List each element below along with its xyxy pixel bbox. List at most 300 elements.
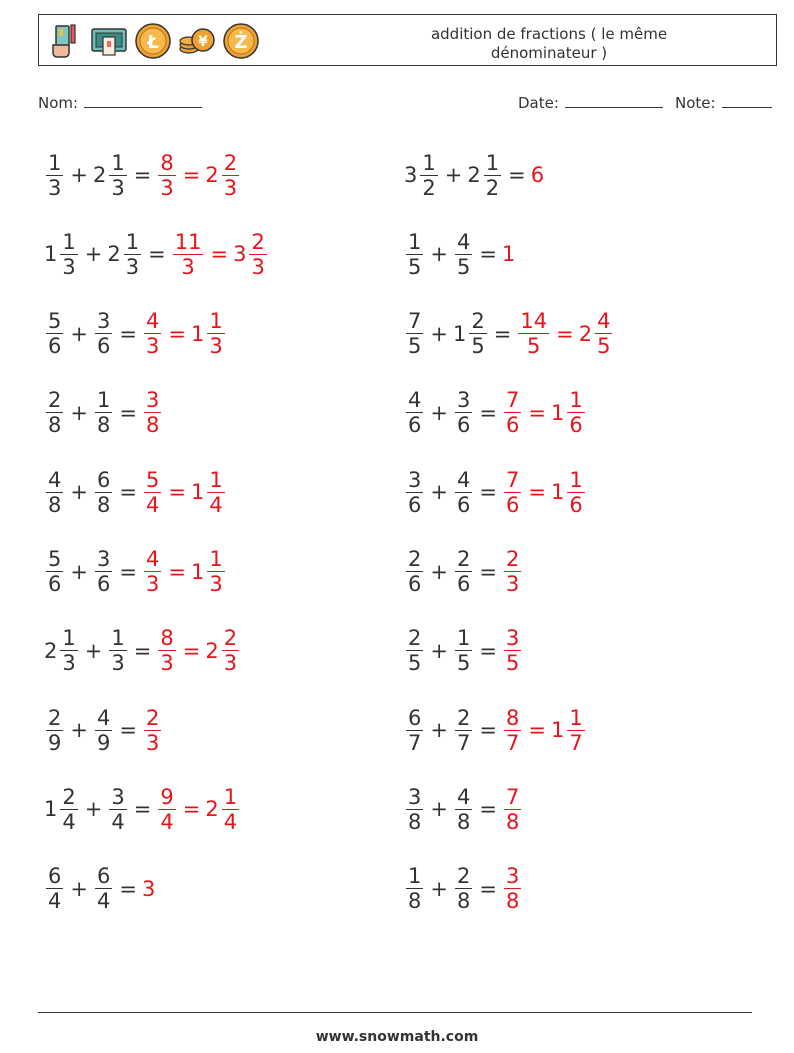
equals-sign: = — [168, 321, 186, 346]
fraction — [222, 626, 239, 675]
problem-row — [44, 779, 241, 839]
fraction — [504, 626, 521, 675]
plus-sign: + — [430, 797, 448, 822]
denominator: 9 — [96, 730, 111, 755]
numerator: 6 — [96, 467, 111, 492]
denominator: 3 — [62, 651, 76, 676]
numerator: 8 — [160, 626, 174, 651]
denominator: 4 — [223, 809, 238, 834]
fraction — [504, 864, 521, 913]
fraction — [60, 230, 77, 279]
fraction — [504, 785, 521, 834]
whole-number: 1 — [550, 718, 565, 743]
numerator: 7 — [505, 784, 520, 809]
denominator: 3 — [125, 254, 140, 279]
denominator: 6 — [408, 572, 422, 596]
denominator: 3 — [209, 334, 223, 359]
answer-value — [502, 626, 523, 675]
fraction — [406, 468, 423, 517]
answer-value — [551, 388, 587, 437]
equals-sign: = — [479, 400, 497, 425]
problem-row — [44, 224, 269, 284]
fraction — [158, 151, 175, 200]
fraction — [455, 468, 472, 517]
equals-sign: = — [508, 163, 526, 187]
plus-sign: + — [430, 876, 448, 901]
whole-number: 1 — [501, 242, 516, 267]
equals-sign: = — [479, 797, 497, 822]
denominator: 5 — [456, 651, 471, 676]
numerator: 6 — [48, 864, 62, 889]
numerator: 9 — [160, 784, 174, 809]
operand — [404, 864, 425, 913]
problem-row — [404, 462, 587, 522]
fraction — [249, 230, 266, 279]
numerator: 1 — [96, 388, 111, 413]
numerator: 1 — [62, 626, 76, 651]
operand — [453, 230, 474, 279]
problem-row — [404, 621, 523, 681]
plus-sign: + — [430, 321, 448, 346]
denominator: 7 — [569, 730, 583, 755]
fraction — [109, 785, 126, 834]
equals-sign: = — [119, 718, 137, 743]
answer-value — [205, 785, 241, 834]
fraction — [518, 309, 549, 358]
numerator: 5 — [48, 309, 62, 334]
equals-sign: = — [119, 559, 137, 584]
svg-text:Ż: Ż — [234, 32, 248, 53]
answer-value — [142, 388, 163, 437]
denominator: 6 — [456, 413, 471, 438]
problem-row — [44, 145, 241, 205]
operand — [44, 309, 65, 358]
note-label: Note: — [675, 94, 716, 112]
numerator: 7 — [505, 388, 520, 413]
operand — [44, 706, 65, 755]
fraction — [207, 547, 224, 596]
denominator: 3 — [251, 254, 265, 279]
denominator: 8 — [456, 889, 471, 914]
whole-number: 3 — [141, 876, 156, 901]
denominator: 6 — [505, 413, 520, 438]
whole-number: 2 — [205, 638, 219, 663]
answer-value — [516, 309, 551, 358]
whole-number: 1 — [44, 242, 58, 267]
whole-number: 1 — [190, 480, 205, 505]
answer-value — [142, 547, 163, 596]
denominator: 5 — [471, 334, 485, 359]
operand — [453, 388, 474, 437]
answer-value — [142, 877, 156, 901]
denominator: 5 — [456, 254, 471, 279]
date-label: Date: — [518, 94, 559, 112]
equals-sign: = — [182, 797, 201, 822]
numerator: 1 — [569, 705, 583, 730]
numerator: 4 — [48, 467, 62, 492]
answer-value — [579, 309, 615, 358]
whole-number: 2 — [205, 163, 219, 187]
answer-value — [191, 547, 227, 596]
denominator: 3 — [181, 254, 195, 279]
answer-value — [531, 163, 545, 187]
numerator: 11 — [174, 229, 202, 254]
whole-number: 3 — [404, 163, 418, 187]
problem-row — [44, 304, 227, 364]
operand — [107, 785, 128, 834]
numerator: 1 — [48, 150, 62, 175]
equals-sign: = — [479, 638, 497, 663]
denominator: 4 — [48, 889, 62, 914]
problem-row — [44, 462, 227, 522]
numerator: 2 — [62, 784, 76, 809]
fraction — [144, 706, 161, 755]
answer-value — [551, 706, 587, 755]
operand — [93, 151, 129, 200]
operand — [404, 785, 425, 834]
numerator: 8 — [505, 705, 520, 730]
numerator: 2 — [48, 388, 62, 413]
whole-number: 1 — [44, 797, 58, 822]
numerator: 1 — [62, 229, 76, 254]
numerator: 4 — [456, 784, 471, 809]
numerator: 2 — [223, 626, 238, 651]
fraction — [144, 388, 161, 437]
problem-row — [404, 779, 523, 839]
answer-value — [191, 468, 227, 517]
fraction — [124, 230, 141, 279]
denominator: 9 — [48, 730, 62, 755]
numerator: 2 — [48, 705, 62, 730]
problem-row — [44, 859, 156, 919]
numerator: 4 — [408, 388, 422, 413]
operand — [404, 230, 425, 279]
equals-sign: = — [133, 797, 152, 822]
fraction — [158, 626, 175, 675]
numerator: 5 — [145, 467, 160, 492]
answer-value — [191, 309, 227, 358]
fraction — [455, 864, 472, 913]
equals-sign: = — [479, 876, 497, 901]
fraction — [144, 309, 161, 358]
operand — [404, 151, 440, 200]
equals-sign: = — [182, 163, 201, 187]
svg-text:Ł: Ł — [147, 32, 159, 53]
denominator: 5 — [527, 334, 541, 359]
numerator: 2 — [251, 229, 265, 254]
plus-sign: + — [444, 163, 463, 187]
numerator: 6 — [408, 705, 422, 730]
equals-sign: = — [528, 480, 546, 505]
equals-sign: = — [119, 480, 137, 505]
answer-value — [142, 309, 163, 358]
fraction — [504, 388, 521, 437]
fraction — [455, 706, 472, 755]
fraction — [406, 785, 423, 834]
denominator: 3 — [145, 730, 160, 755]
denominator: 3 — [111, 651, 125, 676]
operand — [93, 309, 114, 358]
numerator: 3 — [96, 309, 111, 334]
fraction — [207, 468, 224, 517]
denominator: 6 — [408, 492, 422, 517]
equals-sign: = — [119, 876, 137, 901]
problem-row — [404, 383, 587, 443]
operand — [44, 626, 80, 675]
numerator: 2 — [456, 547, 471, 571]
numerator: 3 — [408, 784, 422, 809]
whole-number: 3 — [233, 242, 247, 267]
fraction — [46, 468, 63, 517]
fraction — [567, 468, 584, 517]
denominator: 3 — [145, 334, 160, 359]
operand — [404, 468, 425, 517]
answer-value — [142, 468, 163, 517]
numerator: 1 — [209, 547, 223, 571]
whole-number: 1 — [550, 480, 565, 505]
problem-row — [404, 859, 523, 919]
numerator: 2 — [456, 864, 471, 889]
fraction — [406, 547, 423, 596]
denominator: 3 — [111, 175, 125, 200]
fraction — [595, 309, 612, 358]
numerator: 4 — [456, 467, 471, 492]
numerator: 1 — [422, 150, 436, 175]
answer-value — [171, 230, 206, 279]
operand — [453, 864, 474, 913]
equals-sign: = — [168, 559, 186, 584]
footer-url[interactable]: www.snowmath.com — [315, 1029, 479, 1045]
equals-sign: = — [148, 242, 166, 267]
operand — [93, 547, 114, 596]
plus-sign: + — [70, 321, 88, 346]
denominator: 6 — [48, 334, 62, 359]
fraction — [504, 468, 521, 517]
equals-sign: = — [479, 559, 497, 584]
operand — [453, 309, 489, 358]
denominator: 6 — [569, 492, 583, 517]
operand — [404, 626, 425, 675]
operand — [453, 468, 474, 517]
fraction — [158, 785, 175, 834]
denominator: 3 — [160, 175, 174, 200]
fraction — [46, 547, 63, 596]
numerator: 3 — [408, 467, 422, 492]
denominator: 6 — [456, 492, 471, 517]
denominator: 4 — [62, 809, 76, 834]
denominator: 6 — [505, 492, 520, 517]
problem-row — [404, 224, 516, 284]
fraction — [46, 309, 63, 358]
operand — [453, 706, 474, 755]
numerator: 4 — [145, 547, 160, 571]
whole-number: 2 — [107, 242, 121, 267]
numerator: 3 — [145, 388, 160, 413]
equals-sign: = — [168, 480, 186, 505]
fraction — [207, 309, 224, 358]
plus-sign: + — [70, 400, 88, 425]
answer-value — [502, 785, 523, 834]
equals-sign: = — [556, 321, 574, 346]
numerator: 7 — [505, 467, 520, 492]
numerator: 3 — [456, 388, 471, 413]
fraction — [484, 151, 501, 200]
numerator: 3 — [96, 547, 111, 571]
whole-number: 1 — [452, 321, 467, 346]
denominator: 8 — [48, 492, 62, 517]
denominator: 3 — [223, 175, 238, 200]
denominator: 3 — [209, 572, 223, 596]
numerator: 1 — [456, 626, 471, 651]
denominator: 5 — [505, 651, 520, 676]
operand — [44, 785, 80, 834]
denominator: 4 — [160, 809, 174, 834]
answer-value — [156, 151, 177, 200]
name-label: Nom: — [38, 94, 79, 112]
operand — [93, 864, 114, 913]
plus-sign: + — [84, 797, 103, 822]
numerator: 3 — [505, 864, 520, 889]
fraction — [567, 706, 584, 755]
operand — [44, 547, 65, 596]
fraction — [455, 230, 472, 279]
operand — [467, 151, 503, 200]
numerator: 4 — [145, 309, 160, 334]
denominator: 2 — [422, 175, 436, 200]
operand — [404, 388, 425, 437]
answer-value — [502, 388, 523, 437]
operand — [93, 706, 114, 755]
equals-sign: = — [182, 638, 201, 663]
fraction — [406, 626, 423, 675]
fraction — [46, 151, 63, 200]
denominator: 5 — [408, 651, 422, 676]
denominator: 8 — [145, 413, 160, 438]
plus-sign: + — [430, 718, 448, 743]
fraction — [109, 151, 126, 200]
plus-sign: + — [430, 559, 448, 584]
numerator: 3 — [111, 784, 125, 809]
whole-number: 2 — [467, 163, 481, 187]
plus-sign: + — [84, 242, 103, 267]
denominator: 6 — [408, 413, 422, 438]
denominator: 3 — [160, 651, 174, 676]
whole-number: 1 — [550, 400, 565, 425]
fraction — [406, 864, 423, 913]
plus-sign: + — [70, 876, 88, 901]
answer-value — [233, 230, 269, 279]
equals-sign: = — [210, 242, 229, 267]
denominator: 4 — [111, 809, 125, 834]
equals-sign: = — [493, 321, 512, 346]
equals-sign: = — [479, 718, 497, 743]
equals-sign: = — [528, 400, 546, 425]
numerator: 2 — [223, 150, 238, 175]
answer-value — [551, 468, 587, 517]
denominator: 8 — [96, 413, 111, 438]
problem-row — [404, 542, 523, 602]
fraction — [95, 547, 112, 596]
answer-value — [502, 468, 523, 517]
fraction — [406, 230, 423, 279]
operand — [93, 388, 114, 437]
fraction — [60, 626, 77, 675]
fraction — [144, 547, 161, 596]
denominator: 7 — [505, 730, 520, 755]
answer-value — [142, 706, 163, 755]
answer-value — [156, 626, 177, 675]
fraction — [420, 151, 437, 200]
operand — [453, 785, 474, 834]
answer-value — [502, 706, 523, 755]
numerator: 2 — [456, 705, 471, 730]
fraction — [46, 706, 63, 755]
fraction — [469, 309, 486, 358]
equals-sign: = — [119, 321, 137, 346]
denominator: 8 — [505, 809, 520, 834]
fraction — [46, 388, 63, 437]
answer-value — [205, 626, 241, 675]
numerator: 14 — [520, 309, 548, 334]
answer-value — [502, 864, 523, 913]
numerator: 1 — [125, 229, 140, 254]
numerator: 4 — [597, 309, 611, 334]
plus-sign: + — [70, 480, 88, 505]
equals-sign: = — [479, 480, 497, 505]
operand — [453, 626, 474, 675]
operand — [404, 309, 425, 358]
denominator: 6 — [96, 334, 111, 359]
numerator: 8 — [160, 150, 174, 175]
plus-sign: + — [430, 480, 448, 505]
fraction — [95, 309, 112, 358]
fraction — [455, 547, 472, 596]
footer-divider — [38, 1012, 752, 1013]
equals-sign: = — [133, 638, 152, 663]
fraction — [60, 785, 77, 834]
operand — [404, 547, 425, 596]
equals-sign: = — [119, 400, 137, 425]
denominator: 8 — [408, 889, 422, 914]
operand — [404, 706, 425, 755]
numerator: 2 — [408, 547, 422, 571]
problem-row — [44, 700, 163, 760]
numerator: 7 — [408, 309, 422, 334]
denominator: 8 — [456, 809, 471, 834]
fraction — [95, 388, 112, 437]
numerator: 1 — [209, 467, 223, 492]
fraction — [455, 785, 472, 834]
denominator: 7 — [456, 730, 471, 755]
operand — [44, 864, 65, 913]
denominator: 3 — [145, 572, 160, 596]
fraction — [567, 388, 584, 437]
denominator: 4 — [209, 492, 223, 517]
denominator: 8 — [408, 809, 422, 834]
fraction — [46, 864, 63, 913]
fraction — [109, 626, 126, 675]
whole-number: 2 — [578, 321, 593, 346]
fraction — [222, 785, 239, 834]
problem-row — [44, 621, 241, 681]
denominator: 8 — [505, 889, 520, 914]
whole-number: 1 — [190, 559, 205, 584]
denominator: 3 — [505, 572, 520, 596]
answer-value — [502, 547, 523, 596]
fraction — [455, 626, 472, 675]
equals-sign: = — [479, 242, 497, 267]
operand — [44, 151, 65, 200]
